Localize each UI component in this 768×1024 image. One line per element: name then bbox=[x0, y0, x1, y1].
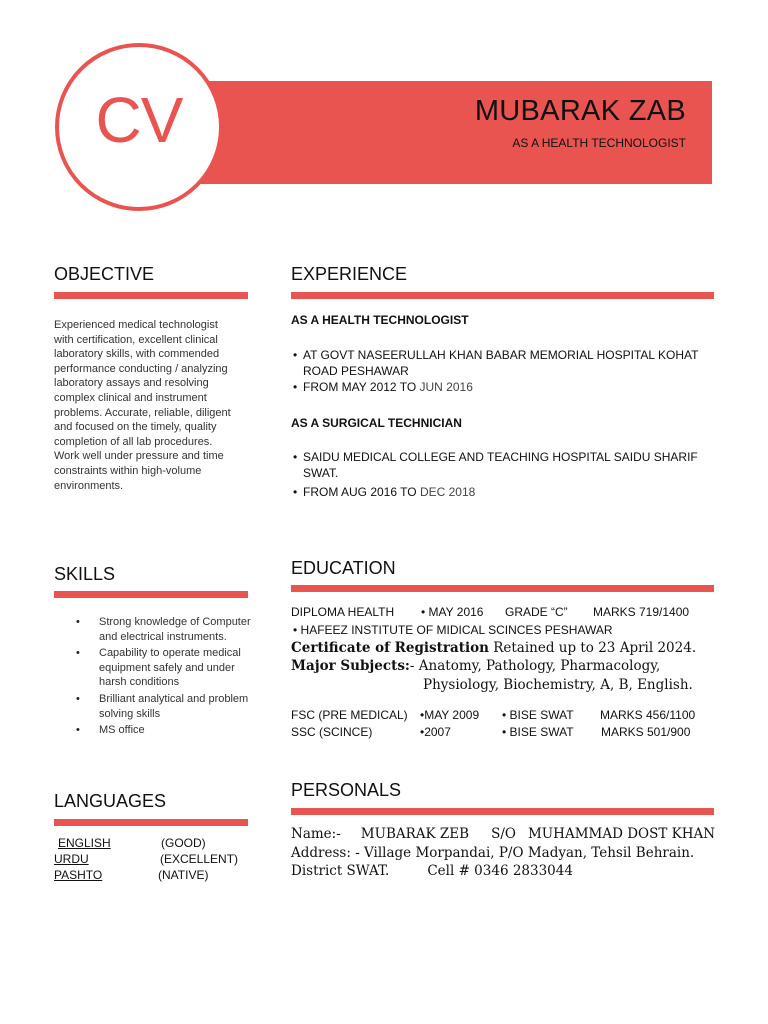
so-label: S/O bbox=[491, 826, 516, 842]
diploma-institute: • HAFEEZ INSTITUTE OF MIDICAL SCINCES PESHAWAR bbox=[293, 623, 613, 637]
edu-row-board: • BISE SWAT bbox=[502, 708, 574, 722]
subjects-line2: Physiology, Biochemistry, A, B, English. bbox=[423, 677, 693, 693]
edu-row-year: •2007 bbox=[420, 725, 451, 739]
education-heading: EDUCATION bbox=[291, 558, 396, 578]
cv-badge-text: CV bbox=[95, 84, 183, 156]
subjects-line bbox=[291, 658, 660, 674]
candidate-title: AS A HEALTH TECHNOLOGIST bbox=[512, 136, 686, 150]
skill-item: • Brilliant analytical and problem solving skills bbox=[54, 692, 254, 721]
language-name: ENGLISH bbox=[58, 836, 111, 850]
name-label: Name:- bbox=[291, 826, 341, 842]
experience-heading: EXPERIENCE bbox=[291, 264, 408, 284]
subjects-line1: - Anatomy, Pathology, Pharmacology, bbox=[409, 658, 661, 674]
edu-row-marks: MARKS 501/900 bbox=[601, 725, 691, 739]
edu-row-name: SSC (SCINCE) bbox=[291, 725, 373, 739]
edu-row-year: •MAY 2009 bbox=[420, 708, 480, 722]
personals-heading: PERSONALS bbox=[291, 780, 402, 800]
education-rule bbox=[291, 585, 714, 592]
candidate-name: MUBARAK ZAB bbox=[474, 95, 686, 127]
job-place: • SAIDU MEDICAL COLLEGE AND TEACHING HOSPITAL SAIDU SHARIF SWAT. bbox=[293, 450, 698, 480]
edu-row-marks: MARKS 456/1100 bbox=[600, 708, 696, 722]
languages-heading: LANGUAGES bbox=[54, 791, 167, 811]
skills-rule bbox=[54, 591, 248, 598]
language-level: (NATIVE) bbox=[158, 868, 209, 882]
personal-district-line bbox=[291, 863, 573, 879]
job-to: JUN 2016 bbox=[419, 380, 473, 394]
personals-rule bbox=[291, 808, 714, 815]
objective-text: Experienced medical technologist with certification, excellent clinical laboratory skills, with commended performance conducting / analyzing laboratory assays and resolving complex clinical and instrument problems. Accurate, reliable, diligent and focused on the timely, quality completion of all lab procedures. Work well under pressure and time constraints within high-volume environments. bbox=[54, 319, 231, 492]
job-to: DEC 2018 bbox=[419, 485, 476, 499]
diploma-grade: GRADE “C” bbox=[505, 605, 568, 619]
skills-heading: SKILLS bbox=[54, 564, 116, 584]
cell-number: Cell # 0346 2833044 bbox=[427, 863, 573, 879]
certificate-line bbox=[291, 640, 696, 656]
experience-rule bbox=[291, 292, 714, 299]
personal-name-line bbox=[291, 826, 715, 842]
languages-rule bbox=[54, 819, 248, 826]
diploma-name: DIPLOMA HEALTH bbox=[291, 605, 395, 619]
edu-row-name: FSC (PRE MEDICAL) bbox=[291, 708, 408, 722]
objective-heading: OBJECTIVE bbox=[54, 264, 155, 284]
father-name: MUHAMMAD DOST KHAN bbox=[527, 826, 716, 842]
language-level: (EXCELLENT) bbox=[160, 852, 239, 866]
subjects-label: Major Subjects: bbox=[291, 658, 410, 674]
job-role: AS A HEALTH TECHNOLOGIST bbox=[291, 313, 469, 327]
job-dates: • FROM MAY 2012 TO JUN 2016 bbox=[293, 380, 473, 394]
language-name: PASHTO bbox=[54, 868, 103, 882]
skill-item: • Strong knowledge of Computer and electrical instruments. bbox=[54, 615, 254, 644]
job-from: FROM MAY 2012 TO bbox=[303, 380, 417, 394]
language-name: URDU bbox=[54, 852, 89, 866]
job-dates: • FROM AUG 2016 TO DEC 2018 bbox=[293, 485, 476, 499]
diploma-marks: MARKS 719/1400 bbox=[593, 605, 690, 619]
personal-address: Address: - Village Morpandai, P/O Madyan, Tehsil Behrain. bbox=[291, 845, 695, 861]
skill-item: • Capability to operate medical equipment safely and under harsh conditions bbox=[54, 646, 254, 690]
edu-row-board: • BISE SWAT bbox=[502, 725, 574, 739]
certificate-label: Certificate of Registration bbox=[291, 640, 489, 656]
skill-item: • MS office bbox=[54, 723, 254, 738]
skills-list bbox=[54, 615, 254, 740]
job-from: FROM AUG 2016 TO bbox=[303, 485, 417, 499]
certificate-value: Retained up to 23 April 2024. bbox=[493, 640, 697, 656]
job-role: AS A SURGICAL TECHNICIAN bbox=[291, 416, 462, 430]
objective-rule bbox=[54, 292, 248, 299]
name-value: MUBARAK ZEB bbox=[360, 826, 470, 842]
language-level: (GOOD) bbox=[161, 836, 206, 850]
district: District SWAT. bbox=[291, 863, 390, 879]
job-place: • AT GOVT NASEERULLAH KHAN BABAR MEMORIAL HOSPITAL KOHAT ROAD PESHAWAR bbox=[293, 348, 699, 378]
diploma-year: • MAY 2016 bbox=[421, 605, 484, 619]
